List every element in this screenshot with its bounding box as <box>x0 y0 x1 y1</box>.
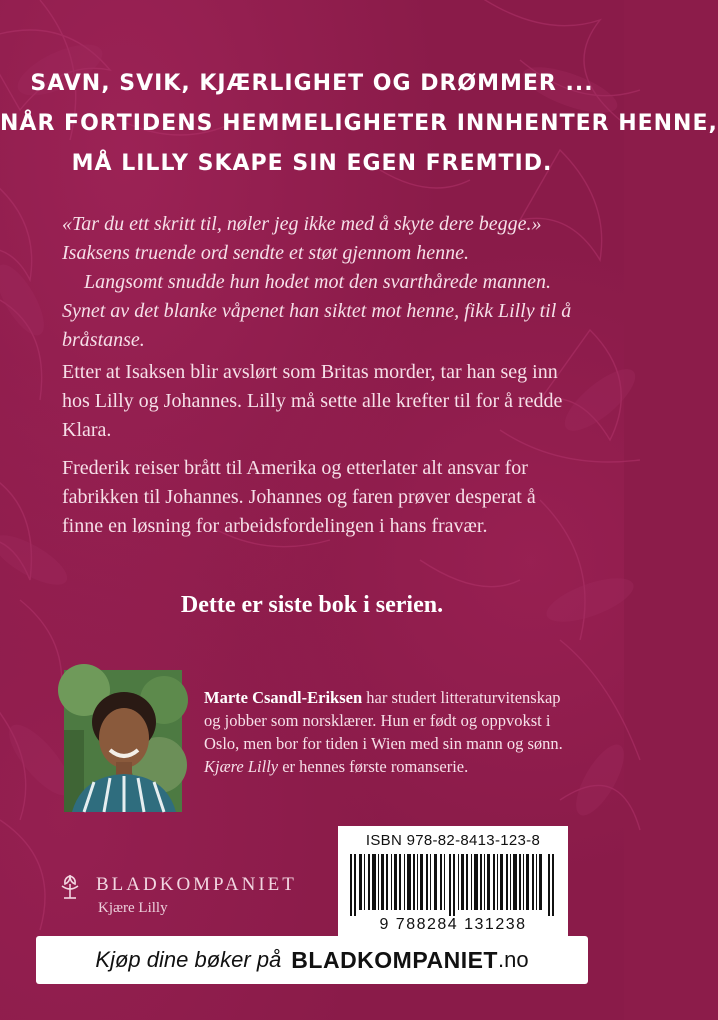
author-photo <box>64 670 182 812</box>
ean-digits: 9 788284 131238 <box>379 916 527 933</box>
excerpt-quote <box>62 210 572 355</box>
quote-paragraph-2: Langsomt snudde hun hodet mot den svarthårede mannen. Synet av det blanke våpenet han siktet mot henne, fikk Lilly til å bråstanse. <box>62 271 572 351</box>
barcode-bars <box>348 854 558 916</box>
publisher-series: Kjære Lilly <box>98 900 168 916</box>
isbn-label: ISBN 978-82-8413-123-8 <box>365 832 541 849</box>
tagline-line-1: SAVN, SVIK, KJÆRLIGHET OG DRØMMER ... <box>30 71 594 96</box>
buy-banner-text: Kjøp dine bøker på <box>95 947 282 972</box>
quote-paragraph-1: «Tar du ett skritt til, nøler jeg ikke med å skyte dere begge.» Isaksens truende ord sendte et støt gjennom henne. <box>62 213 542 264</box>
author-series-title: Kjære Lilly <box>204 757 279 776</box>
publisher-logo-icon <box>58 872 82 902</box>
tagline-line-3: MÅ LILLY SKAPE SIN EGEN FREMTID. <box>71 151 553 176</box>
series-note: Dette er siste bok i serien. <box>180 592 444 618</box>
author-bio-text-2: er hennes første romanserie. <box>278 757 469 776</box>
buy-banner-tld: .no <box>497 947 529 972</box>
buy-banner[interactable] <box>36 936 588 984</box>
tagline-line-2: NÅR FORTIDENS HEMMELIGHETER INNHENTER HENNE, <box>0 111 718 136</box>
blurb-paragraph-1: Etter at Isaksen blir avslørt som Britas morder, tar han seg inn hos Lilly og Johannes. Lilly må sette alle krefter til for å redde Klara. <box>62 361 563 441</box>
isbn-barcode <box>338 826 568 940</box>
author-bio <box>204 686 564 778</box>
buy-banner-brand: BLADKOMPANIET <box>291 946 498 973</box>
tagline <box>0 64 718 184</box>
publisher-name: BLADKOMPANIET <box>96 874 297 895</box>
blurb-paragraph-2: Frederik reiser brått til Amerika og etterlater alt ansvar for fabrikken til Johannes. Johannes og faren prøver desperat å finne en løsning for arbeidsfordelingen i hans fravær. <box>62 457 536 537</box>
author-name: Marte Csandl-Eriksen <box>204 688 363 707</box>
author-bio-text-1: har studert litteraturvitenskap og jobber som norsklærer. Hun er født og oppvokst i Oslo, men bor for tiden i Wien med sin mann og sønn. <box>204 688 563 753</box>
